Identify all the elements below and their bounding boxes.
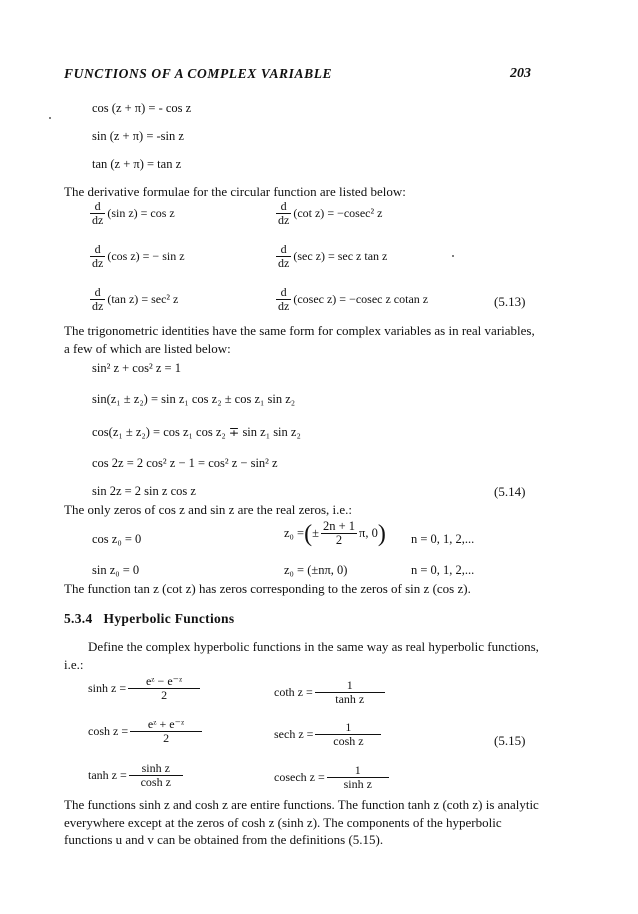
frac-den: 2 xyxy=(335,533,343,547)
derivative-arg: (cosec z) xyxy=(293,292,337,306)
identity-sin-double: sin 2z = 2 sin z cos z xyxy=(92,484,196,498)
frac-den: dz xyxy=(92,299,104,313)
tan-zeros-text: The function tan z (cot z) has zeros corresponding to the zeros of sin z (cos z). xyxy=(64,581,471,596)
frac-den: 2 xyxy=(163,731,170,745)
derivative-rhs: = cos z xyxy=(140,206,175,220)
derivative-rhs: = sec² z xyxy=(141,292,179,306)
z0-label: z₀ = xyxy=(284,526,305,540)
derivative-cot xyxy=(274,200,382,227)
trig-intro: The trigonometric identities have the same form for complex variables as in real variables, a few of which are listed below: xyxy=(64,323,535,356)
derivative-rhs: = − sin z xyxy=(142,249,185,263)
closing-paragraph: The functions sinh z and cosh z are entire functions. The function tanh z (coth z) is analytic everywhere except at the zeros of cosh z (sinh z). The components of the hyperbolic functions u and v can be obtained from the definitions (5.15). xyxy=(64,797,539,847)
frac-num: d xyxy=(90,286,105,300)
derivative-sin xyxy=(88,200,175,227)
derivative-rhs: = sec z tan z xyxy=(327,249,388,263)
def-cosech xyxy=(274,764,391,791)
identity-sin-shift: sin (z + π) = -sin z xyxy=(92,129,184,143)
cos-zero-range: n = 0, 1, 2,... xyxy=(411,532,475,546)
derivative-arg: (cos z) xyxy=(107,249,140,263)
frac-num: d xyxy=(276,286,291,300)
paren-open: ( xyxy=(304,520,313,547)
derivative-sec xyxy=(274,243,387,270)
derivative-arg: (sec z) xyxy=(293,249,325,263)
frac-num: d xyxy=(90,200,105,214)
def-tanh xyxy=(88,762,185,789)
def-cosh xyxy=(88,718,204,745)
frac-num: 1 xyxy=(315,721,381,735)
derivative-arg: (cot z) xyxy=(293,206,325,220)
plus-minus: ± xyxy=(312,526,319,540)
identity-cos-shift: cos (z + π) = - cos z xyxy=(92,101,192,115)
identity-pythagorean: sin² z + cos² z = 1 xyxy=(92,361,181,375)
derivative-arg: (sin z) xyxy=(107,206,138,220)
cos-zero-tail: π, 0 xyxy=(359,526,378,540)
scan-speck xyxy=(452,255,454,257)
section-number: 5.3.4 xyxy=(64,611,93,626)
def-lhs: sinh z = xyxy=(88,681,127,695)
frac-num: sinh z xyxy=(129,762,183,776)
frac-den: cosh z xyxy=(140,775,171,789)
frac-num: eᶻ + e⁻ᶻ xyxy=(130,718,202,732)
frac-den: dz xyxy=(92,213,104,227)
identity-cos-sum: cos(z₁ ± z₂) = cos z₁ cos z₂ ∓ sin z₁ sin z₂ xyxy=(92,425,301,439)
frac-num: 1 xyxy=(315,679,385,693)
frac-num: d xyxy=(276,200,291,214)
frac-den: dz xyxy=(278,256,290,270)
hyperbolic-intro: Define the complex hyperbolic functions in the same way as real hyperbolic functions, i.e.: xyxy=(64,639,539,672)
def-lhs: cosh z = xyxy=(88,724,129,738)
derivative-rhs: = −cosec z cotan z xyxy=(339,292,429,306)
def-coth xyxy=(274,679,387,706)
frac-num: d xyxy=(90,243,105,257)
frac-den: cosh z xyxy=(333,734,364,748)
page-number: 203 xyxy=(510,66,531,81)
def-sinh xyxy=(88,675,202,702)
frac-den: 2 xyxy=(161,688,168,702)
cos-zero-rhs xyxy=(284,520,386,547)
frac-den: dz xyxy=(278,213,290,227)
sin-zero-rhs: z₀ = (±nπ, 0) xyxy=(284,563,348,577)
def-lhs: tanh z = xyxy=(88,768,127,782)
def-lhs: coth z = xyxy=(274,685,313,699)
frac-num: eᶻ − e⁻ᶻ xyxy=(128,675,200,689)
derivative-cos xyxy=(88,243,185,270)
frac-den: sinh z xyxy=(343,777,372,791)
equation-number-5-14: (5.14) xyxy=(494,484,526,499)
def-lhs: sech z = xyxy=(274,727,314,741)
section-heading xyxy=(64,611,234,627)
identity-sin-sum: sin(z₁ ± z₂) = sin z₁ cos z₂ ± cos z₁ sin z₂ xyxy=(92,392,296,406)
section-title: Hyperbolic Functions xyxy=(103,611,235,626)
equation-number-5-13: (5.13) xyxy=(494,294,526,309)
derivative-tan xyxy=(88,286,178,313)
sin-zero-range: n = 0, 1, 2,... xyxy=(411,563,475,577)
frac-num: 1 xyxy=(327,764,389,778)
frac-den: tanh z xyxy=(335,692,365,706)
paren-close: ) xyxy=(377,520,386,547)
equation-number-5-15: (5.15) xyxy=(494,733,526,748)
identity-tan-shift: tan (z + π) = tan z xyxy=(92,157,182,171)
identity-cos-double: cos 2z = 2 cos² z − 1 = cos² z − sin² z xyxy=(92,456,278,470)
derivative-rhs: = −cosec² z xyxy=(327,206,383,220)
def-lhs: cosech z = xyxy=(274,770,325,784)
frac-num: 2n + 1 xyxy=(322,519,356,533)
frac-num: d xyxy=(276,243,291,257)
sin-zero-lhs: sin z₀ = 0 xyxy=(92,563,140,577)
frac-den: dz xyxy=(278,299,290,313)
frac-den: dz xyxy=(92,256,104,270)
zeros-intro: The only zeros of cos z and sin z are the real zeros, i.e.: xyxy=(64,502,353,517)
scan-speck xyxy=(49,117,51,119)
derivative-intro: The derivative formulae for the circular function are listed below: xyxy=(64,184,406,199)
derivative-cosec xyxy=(274,286,428,313)
def-sech xyxy=(274,721,383,748)
cos-zero-lhs: cos z₀ = 0 xyxy=(92,532,142,546)
running-header: FUNCTIONS OF A COMPLEX VARIABLE xyxy=(64,66,333,81)
derivative-arg: (tan z) xyxy=(107,292,139,306)
